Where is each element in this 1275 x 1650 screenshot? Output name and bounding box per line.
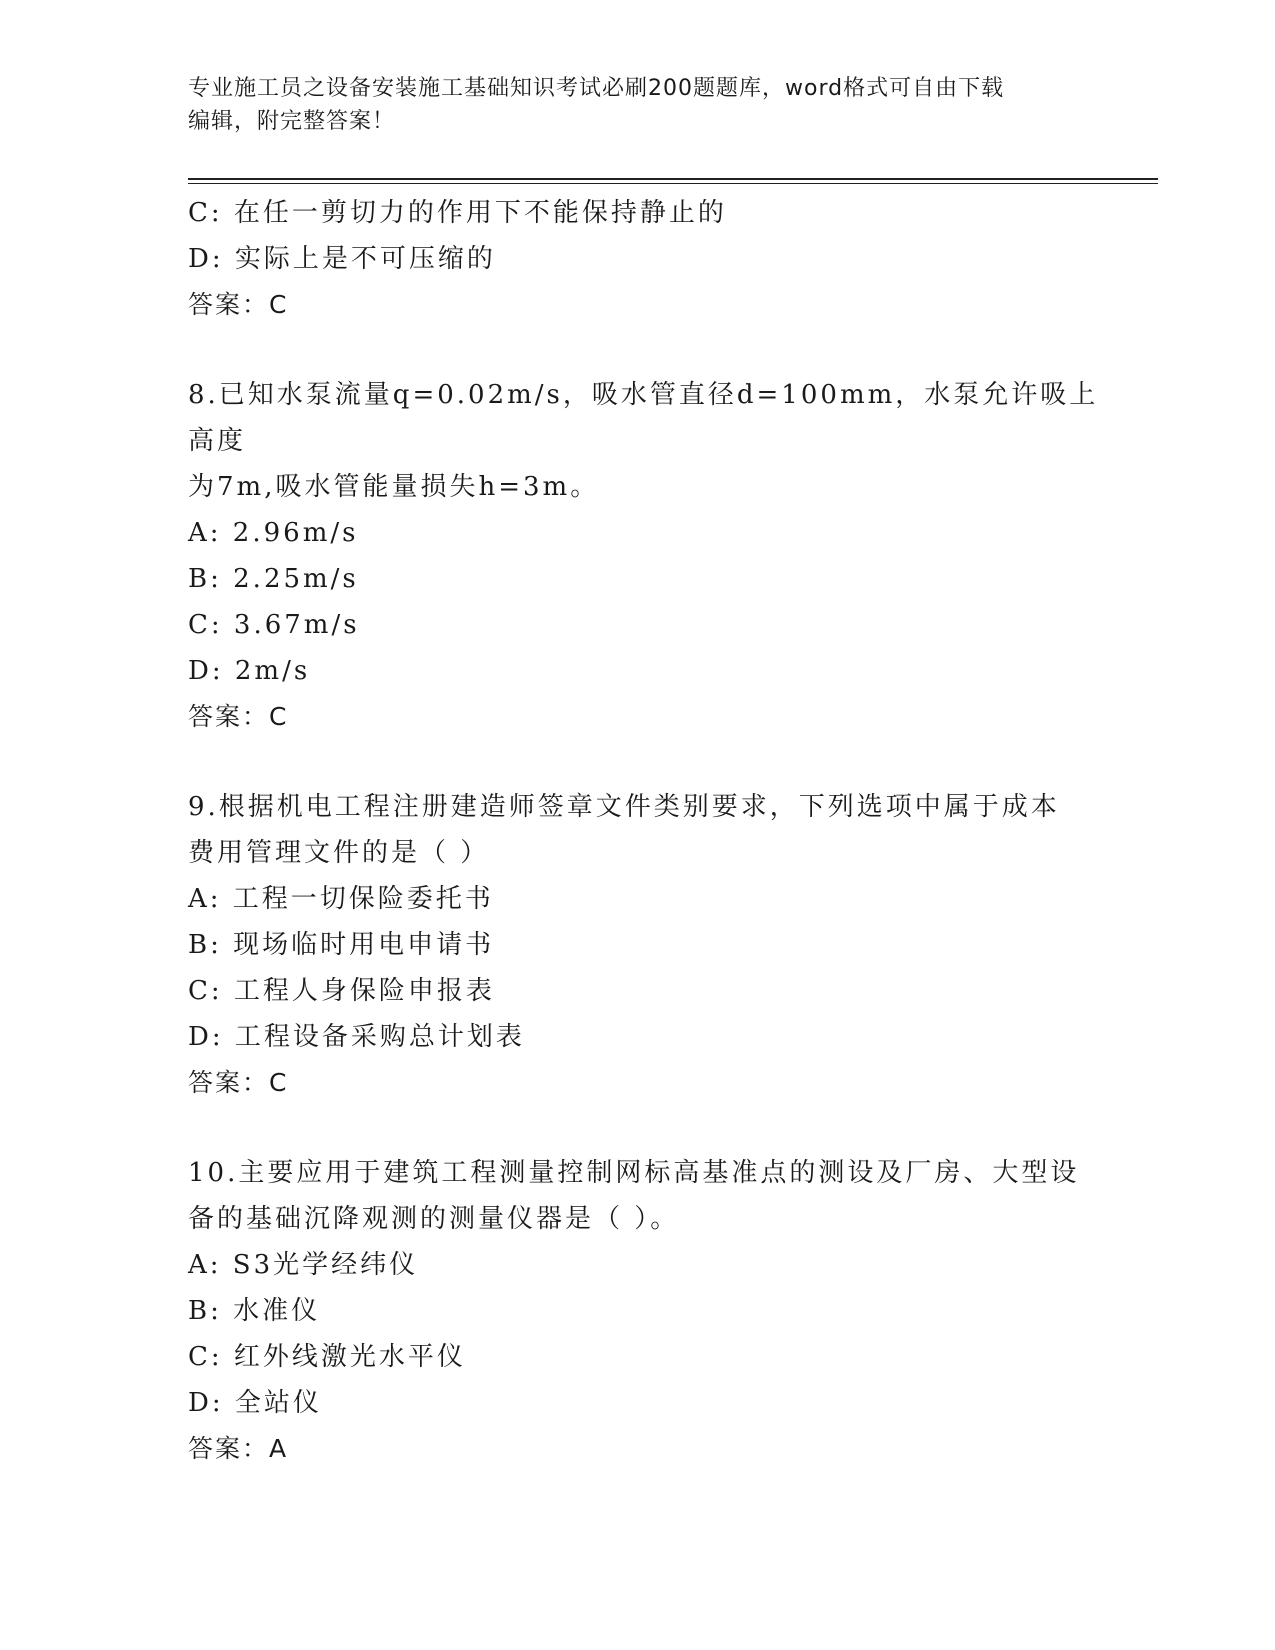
spacer (188, 740, 1108, 784)
option-d: D: 工程设备采购总计划表 (188, 1022, 525, 1052)
answer-line: 答案：C (188, 702, 289, 731)
question-text-line-1: 9.根据机电工程注册建造师签章文件类别要求，下列选项中属于成本 (188, 792, 1060, 822)
question-10 (188, 1150, 1108, 1472)
option-c: C: 在任一剪切力的作用下不能保持静止的 (188, 198, 727, 228)
option-c: C: 工程人身保险申报表 (188, 976, 495, 1006)
spacer (188, 1106, 1108, 1150)
question-8 (188, 372, 1108, 740)
question-text-line-2: 为7m,吸水管能量损失h=3m。 (188, 472, 600, 502)
option-b: B: 2.25m/s (188, 564, 359, 594)
question-text-line-2: 费用管理文件的是（ ） (188, 838, 490, 868)
document-body (188, 190, 1108, 1472)
answer-line: 答案：A (188, 1434, 289, 1463)
header-rule-thick (188, 178, 1158, 180)
option-a: A: 工程一切保险委托书 (188, 884, 494, 914)
header-rule-thin (188, 183, 1158, 184)
question-7-tail (188, 190, 1108, 328)
option-d: D: 全站仪 (188, 1388, 322, 1418)
header-line-1: 专业施工员之设备安装施工基础知识考试必刷200题题库，word格式可自由下载 (188, 76, 1005, 101)
option-a: A: 2.96m/s (188, 518, 359, 548)
option-d: D: 2m/s (188, 656, 311, 686)
spacer (188, 328, 1108, 372)
option-c: C: 3.67m/s (188, 610, 360, 640)
answer-line: 答案：C (188, 290, 289, 319)
question-text-line-1: 10.主要应用于建筑工程测量控制网标高基准点的测设及厂房、大型设 (188, 1158, 1080, 1188)
option-d: D: 实际上是不可压缩的 (188, 244, 496, 274)
question-text-line-2: 备的基础沉降观测的测量仪器是（ ）。 (188, 1204, 680, 1234)
answer-line: 答案：C (188, 1068, 289, 1097)
option-b: B: 水准仪 (188, 1296, 321, 1326)
question-9 (188, 784, 1108, 1106)
option-c: C: 红外线激光水平仪 (188, 1342, 466, 1372)
option-a: A: S3光学经纬仪 (188, 1250, 419, 1280)
option-b: B: 现场临时用电申请书 (188, 930, 495, 960)
question-text-line-1: 8.已知水泵流量q=0.02m/s，吸水管直径d=100mm，水泵允许吸上高度 (188, 380, 1099, 456)
document-header (188, 72, 1068, 138)
header-line-2: 编辑，附完整答案！ (188, 109, 396, 134)
